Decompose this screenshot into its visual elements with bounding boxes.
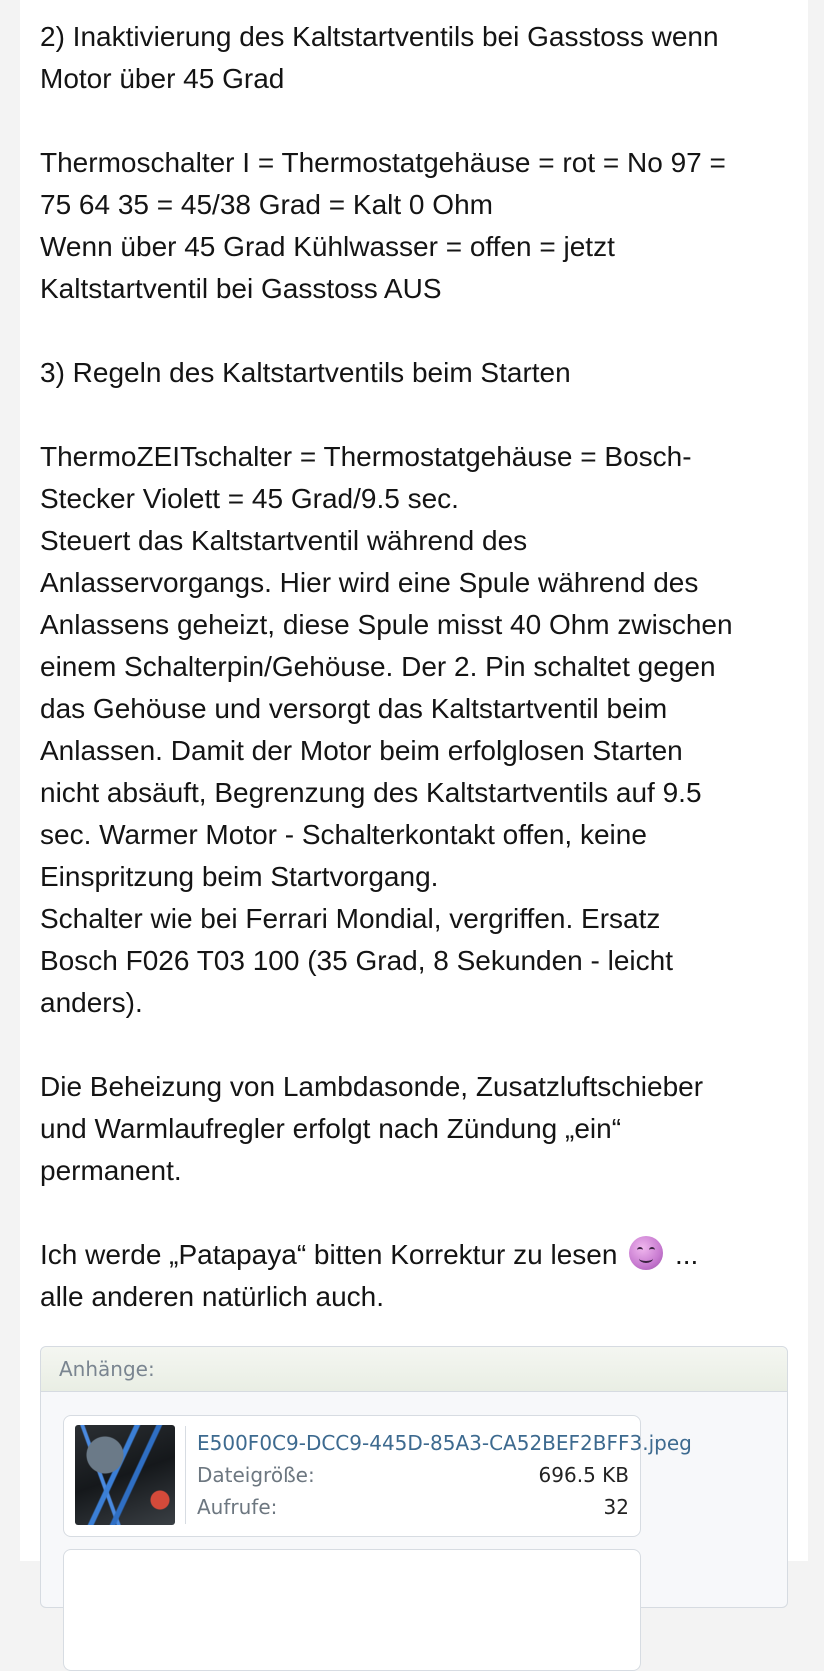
smiling-face-emoji-icon [629,1236,663,1270]
post-line: 75 64 35 = 45/38 Grad = Kalt 0 Ohm [40,189,493,220]
size-label: Dateigröße: [197,1463,315,1487]
post-line: Einspritzung beim Startvorgang. [40,861,439,892]
attachment-file-name-link[interactable]: E500F0C9-DCC9-445D-85A3-CA52BEF2BFF3.jpeg [197,1431,692,1455]
post-line: Motor über 45 Grad [40,63,285,94]
post-line-blank [40,1192,790,1234]
post-text: ... [674,1239,699,1270]
post-line-blank [40,394,790,436]
post-line: 2) Inaktivierung des Kaltstartventils bei Gasstoss wenn [40,21,719,52]
post-line-with-emoji [40,1234,790,1276]
post-line: Stecker Violett = 45 Grad/9.5 sec. [40,483,459,514]
post-line: 3) Regeln des Kaltstartventils beim Starten [40,357,571,388]
post-line: Anlasservorgangs. Hier wird eine Spule während des [40,567,699,598]
post-line-blank [40,1024,790,1066]
post-line: Steuert das Kaltstartventil während des [40,525,528,556]
attachments-box [40,1346,788,1608]
post-line: anders). [40,987,143,1018]
post-line: alle anderen natürlich auch. [40,1281,385,1312]
post-line: sec. Warmer Motor - Schalterkontakt offen, keine [40,819,647,850]
post-line: das Gehöuse und versorgt das Kaltstartventil beim [40,693,668,724]
post-body [40,16,790,1318]
post-line: Schalter wie bei Ferrari Mondial, vergriffen. Ersatz [40,903,661,934]
post-text: Ich werde „Patapaya“ bitten Korrektur zu lesen [40,1239,618,1270]
post-line-blank [40,100,790,142]
post-line: Die Beheizung von Lambdasonde, Zusatzluftschieber [40,1071,704,1102]
views-label: Aufrufe: [197,1495,278,1519]
views-value: 32 [603,1495,629,1519]
attachment-size-row [197,1460,629,1490]
post-line: Bosch F026 T03 100 (35 Grad, 8 Sekunden - leicht [40,945,673,976]
post-line: permanent. [40,1155,182,1186]
post-line: Thermoschalter I = Thermostatgehäuse = rot = No 97 = [40,147,726,178]
attachments-header: Anhänge: [41,1347,787,1392]
post-line: Wenn über 45 Grad Kühlwasser = offen = jetzt [40,231,615,262]
post-line: und Warmlaufregler erfolgt nach Zündung „ein“ [40,1113,622,1144]
post-line: einem Schalterpin/Gehöuse. Der 2. Pin schaltet gegen [40,651,716,682]
divider [185,1426,186,1524]
post-line: nicht absäuft, Begrenzung des Kaltstartventils auf 9.5 [40,777,702,808]
post-line-blank [40,310,790,352]
attachment-thumbnail[interactable] [75,1425,175,1525]
size-value: 696.5 KB [538,1463,629,1487]
attachment-card[interactable] [63,1415,692,1537]
post-line: ThermoZEITschalter = Thermostatgehäuse = Bosch- [40,441,692,472]
post-line: Kaltstartventil bei Gasstoss AUS [40,273,442,304]
attachment-views-row [197,1492,629,1522]
post-line: Anlassen. Damit der Motor beim erfolglosen Starten [40,735,683,766]
attachment-card-partial[interactable] [63,1549,641,1671]
post-line: Anlassens geheizt, diese Spule misst 40 Ohm zwischen [40,609,733,640]
